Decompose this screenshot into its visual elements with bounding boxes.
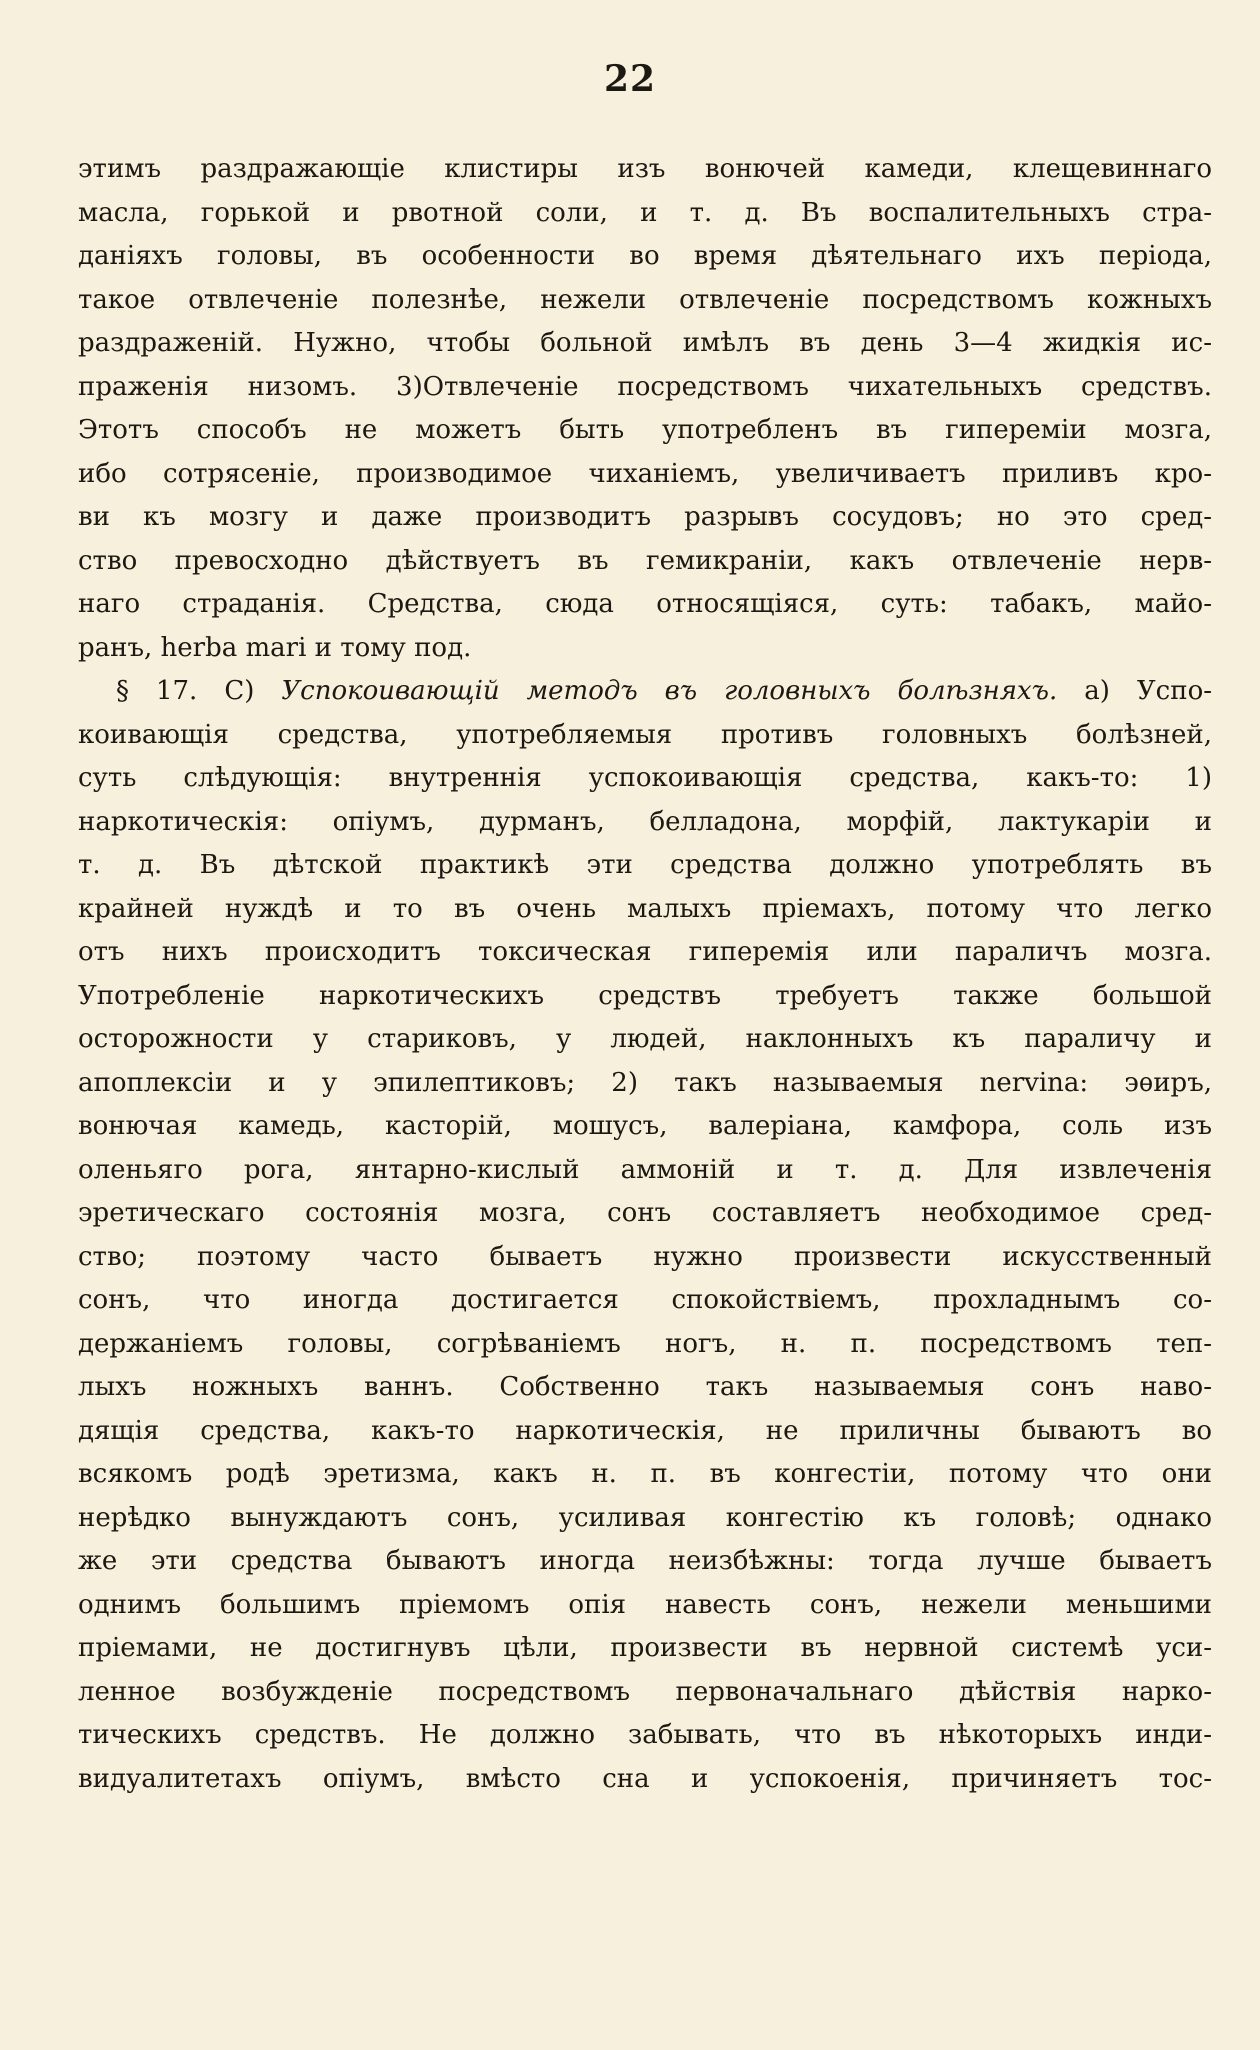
text-line: ранъ, herba mari и тому под. [78, 632, 472, 663]
section-number: § 17. [116, 676, 198, 706]
text-line: масла, горькой и рвотной соли, и т. д. Въ воспалительныхъ стра- [78, 197, 1212, 228]
text-line: видуалитетахъ опіумъ, вмѣсто сна и успокоенія, причиняетъ тос- [78, 1763, 1212, 1794]
text-line: отъ нихъ происходитъ токсическая гиперемія или параличъ мозга. [78, 937, 1212, 967]
text-line: же эти средства бываютъ иногда неизбѣжны: тогда лучше бываетъ [78, 1546, 1212, 1576]
text-line: тическихъ средствъ. Не должно забывать, что въ нѣкоторыхъ инди- [78, 1720, 1212, 1750]
section-letter: C) [224, 676, 255, 706]
text-line: осторожности у стариковъ, у людей, наклонныхъ къ параличу и [78, 1024, 1212, 1054]
section-first-line-rest: а) Успо- [1084, 676, 1212, 706]
text-line: пріемами, не достигнувъ цѣли, произвести въ нервной системѣ уси- [78, 1633, 1212, 1663]
paragraph-2 [78, 670, 1212, 1801]
text-line: даніяхъ головы, въ особенности во время дѣятельнаго ихъ періода, [78, 241, 1212, 271]
text-line: нерѣдко вынуждаютъ сонъ, усиливая конгестію къ головѣ; однако [78, 1502, 1212, 1533]
text-line: суть слѣдующія: внутреннія успокоивающія средства, какъ-то: 1) [78, 763, 1212, 793]
text-line: лыхъ ножныхъ ваннъ. Собственно такъ называемыя сонъ наво- [78, 1372, 1212, 1402]
text-line: вонючая камедь, касторій, мошусъ, валеріана, камфора, соль изъ [78, 1111, 1212, 1141]
text-line: держаніемъ головы, согрѣваніемъ ногъ, н. п. посредствомъ теп- [78, 1328, 1212, 1359]
text-line: сонъ, что иногда достигается спокойствіемъ, прохладнымъ со- [78, 1285, 1212, 1315]
text-line: ибо сотрясеніе, производимое чиханіемъ, увеличиваетъ приливъ кро- [78, 458, 1212, 489]
text-line: Этотъ способъ не можетъ быть употребленъ въ гипереміи мозга, [78, 415, 1212, 445]
text-line: ство превосходно дѣйствуетъ въ гемикраніи, какъ отвлеченіе нерв- [78, 545, 1212, 576]
text-block [78, 148, 1212, 1801]
text-line: этимъ раздражающіе клистиры изъ вонючей камеди, клещевиннаго [78, 154, 1212, 184]
paragraph-1 [78, 148, 1212, 670]
text-line: наркотическія: опіумъ, дурманъ, белладона, морфій, лактукаріи и [78, 806, 1212, 837]
text-line: т. д. Въ дѣтской практикѣ эти средства должно употреблять въ [78, 850, 1212, 880]
text-line: крайней нуждѣ и то въ очень малыхъ пріемахъ, потому что легко [78, 893, 1212, 924]
text-line: раздраженій. Нужно, чтобы больной имѣлъ въ день 3—4 жидкія ис- [78, 328, 1212, 358]
text-line: ви къ мозгу и даже производитъ разрывъ сосудовъ; но это сред- [78, 502, 1212, 532]
text-line: такое отвлеченіе полезнѣе, нежели отвлеченіе посредствомъ кожныхъ [78, 284, 1212, 315]
text-line: ленное возбужденіе посредствомъ первоначальнаго дѣйствія нарко- [78, 1676, 1212, 1707]
section-heading-line [78, 670, 1212, 714]
page-number: 22 [603, 58, 657, 100]
text-line: наго страданія. Средства, сюда относящіяся, суть: табакъ, майо- [78, 589, 1212, 619]
section-title: Успокоивающій методъ въ головныхъ болѣзняхъ. [281, 676, 1058, 706]
text-line: ство; поэтому часто бываетъ нужно произвести искусственный [78, 1241, 1212, 1272]
text-line: эретическаго состоянія мозга, сонъ составляетъ необходимое сред- [78, 1198, 1212, 1228]
text-line: праженія низомъ. 3)Отвлеченіе посредствомъ чихательныхъ средствъ. [78, 371, 1212, 402]
text-line: апоплексіи и у эпилептиковъ; 2) такъ называемыя nervina: эѳиръ, [78, 1067, 1212, 1098]
text-line: всякомъ родѣ эретизма, какъ н. п. въ конгестіи, потому что они [78, 1459, 1212, 1489]
text-line: коивающія средства, употребляемыя противъ головныхъ болѣзней, [78, 719, 1212, 750]
text-line: оленьяго рога, янтарно-кислый аммоній и т. д. Для извлеченія [78, 1154, 1212, 1185]
text-line: дящія средства, какъ-то наркотическія, не приличны бываютъ во [78, 1415, 1212, 1446]
text-line: однимъ большимъ пріемомъ опія навесть сонъ, нежели меньшими [78, 1589, 1212, 1620]
text-line: Употребленіе наркотическихъ средствъ требуетъ также большой [78, 980, 1212, 1011]
